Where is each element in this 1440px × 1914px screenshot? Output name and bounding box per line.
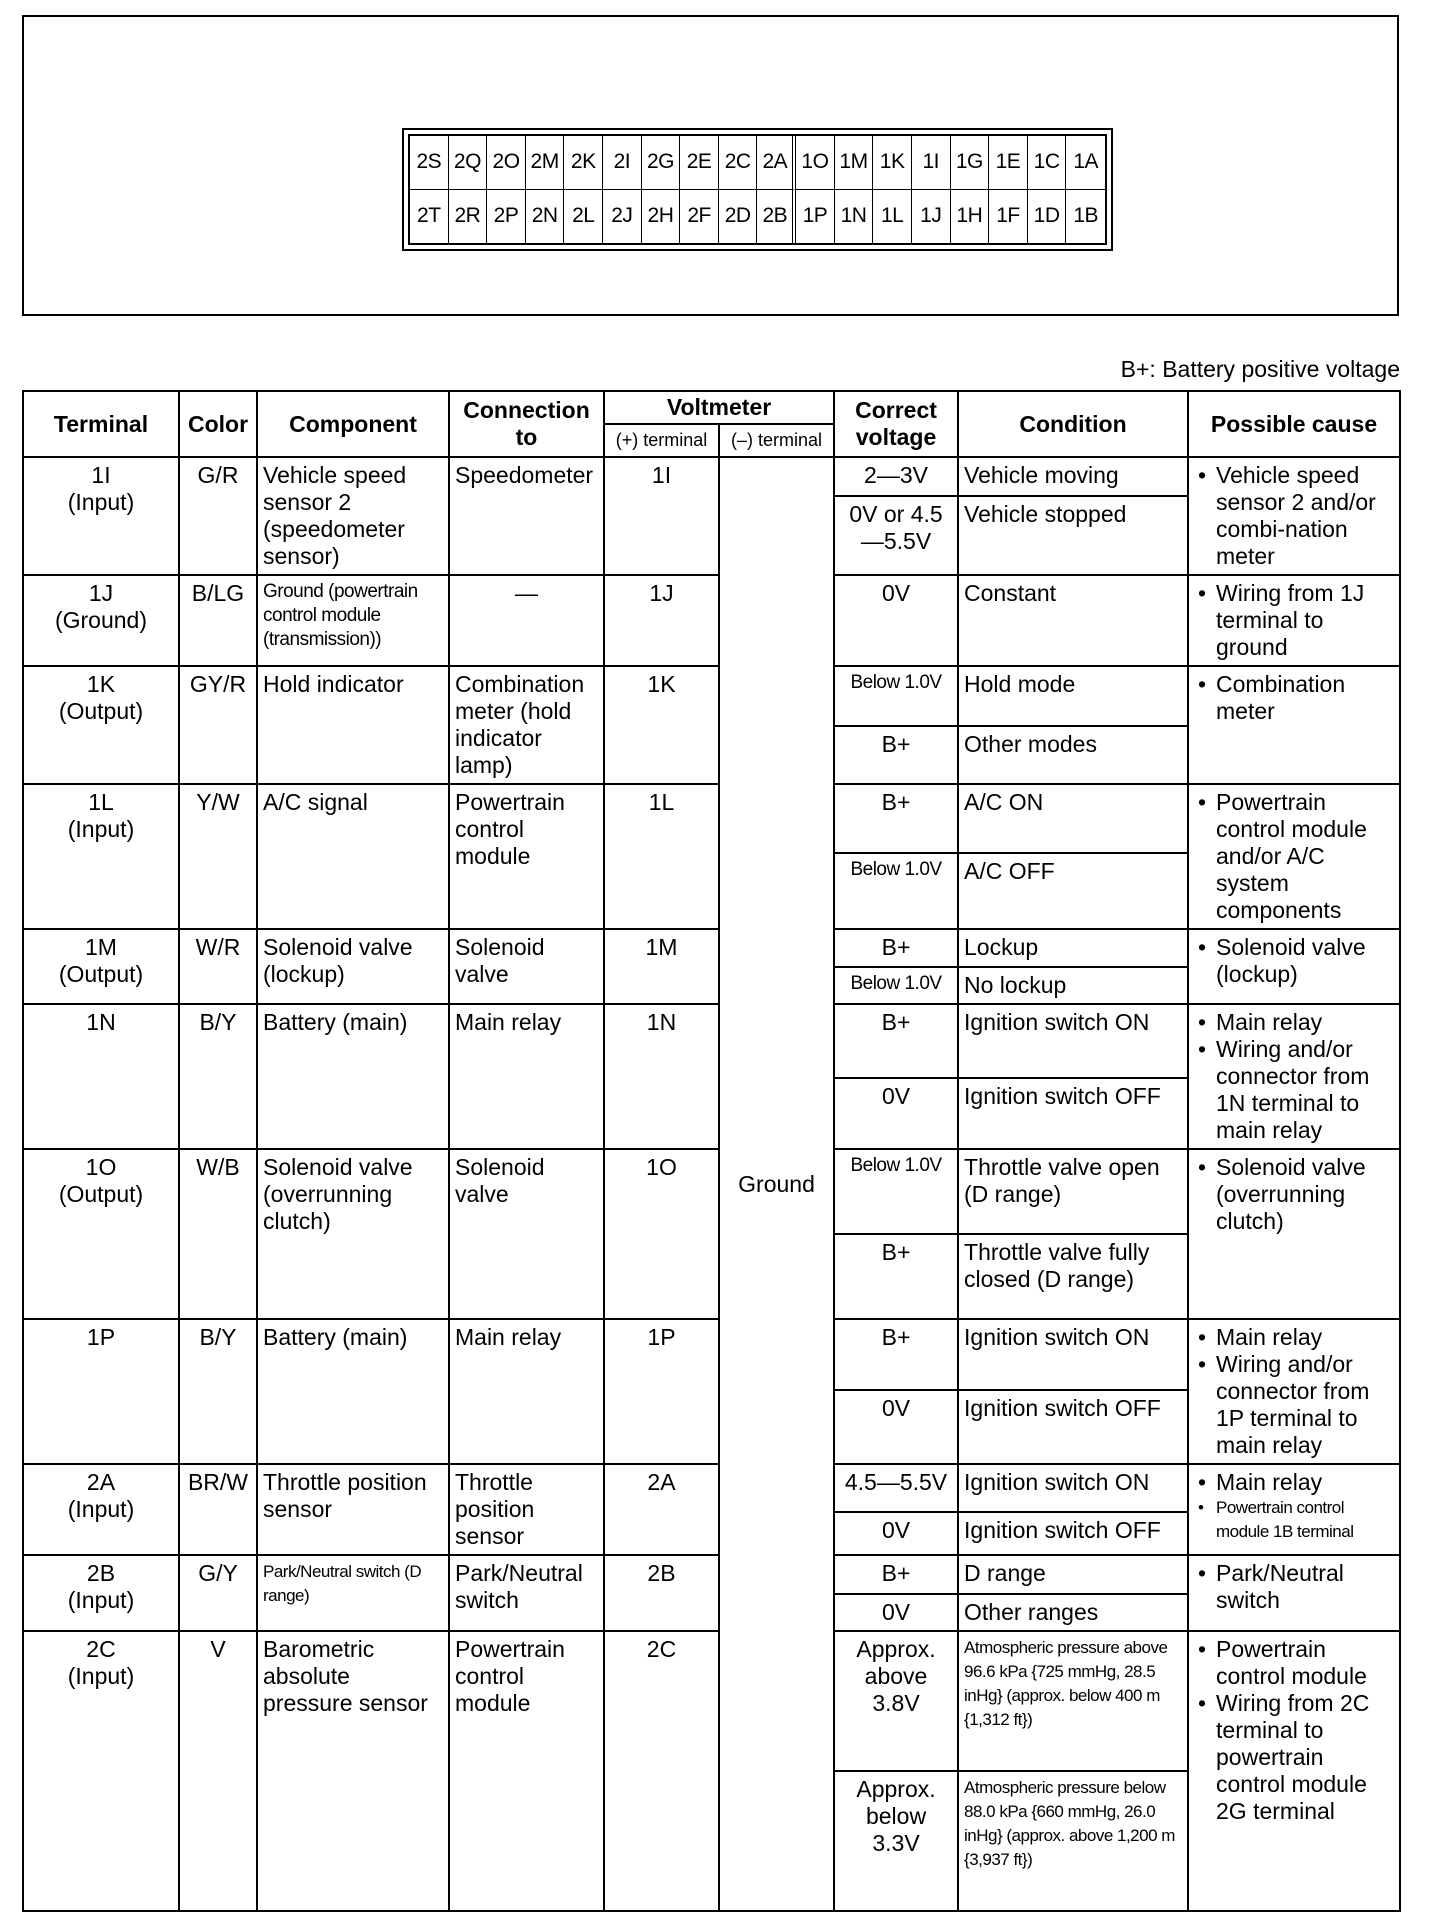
cause-item: • Main relay <box>1194 1324 1394 1351</box>
correct-voltage: Below 1.0V <box>834 666 958 726</box>
component: Barometric absolute pressure sensor <box>257 1631 449 1911</box>
connector-pin: 1D <box>1028 190 1067 244</box>
connection-to: Solenoid valve <box>449 929 604 1004</box>
cause-item: • Main relay <box>1194 1469 1394 1496</box>
header-plus-terminal: (+) terminal <box>604 424 719 457</box>
condition: Constant <box>958 575 1188 666</box>
connector-pin: 1P <box>796 190 835 244</box>
terminal-id: 2A <box>86 1469 116 1495</box>
component: Battery (main) <box>257 1319 449 1464</box>
terminal-cell <box>23 1319 179 1464</box>
terminal-io: (Output) <box>58 961 144 987</box>
component: Throttle position sensor <box>257 1464 449 1555</box>
possible-cause <box>1188 1319 1400 1464</box>
connector-pin: 2C <box>719 136 758 190</box>
correct-voltage: B+ <box>834 784 958 853</box>
header-connection: Connection to <box>449 391 604 457</box>
table-row <box>23 1149 1400 1234</box>
wire-color: B/LG <box>179 575 257 666</box>
connector-pin: 2I <box>603 136 642 190</box>
correct-voltage: B+ <box>834 1004 958 1078</box>
possible-cause <box>1188 666 1400 784</box>
plus-terminal: 1I <box>604 457 719 575</box>
terminal-table <box>22 390 1401 1912</box>
condition: Atmospheric pressure below 88.0 kPa {660 mmHg, 26.0 inHg} (approx. above 1,200 m {3,937 ft}) <box>958 1771 1188 1911</box>
terminal-id: 1J <box>88 580 114 606</box>
connector-pin: 2L <box>564 190 603 244</box>
header-component: Component <box>257 391 449 457</box>
terminal-id: 1K <box>86 671 116 697</box>
terminal-id: 1N <box>86 1009 116 1035</box>
connection-to: Solenoid valve <box>449 1149 604 1319</box>
table-row <box>23 929 1400 967</box>
condition: Ignition switch ON <box>958 1319 1188 1390</box>
cause-item: • Powertrain control module and/or A/C system components <box>1194 789 1394 924</box>
correct-voltage: 0V <box>834 1390 958 1464</box>
terminal-table-body <box>23 457 1400 1911</box>
connector-pin: 2O <box>487 136 526 190</box>
terminal-id: 1M <box>85 934 117 960</box>
terminal-id: 1O <box>85 1154 117 1180</box>
table-row <box>23 1555 1400 1594</box>
connector-pin: 1F <box>989 190 1028 244</box>
connector-pin: 1A <box>1066 136 1105 190</box>
possible-cause <box>1188 457 1400 575</box>
condition: Throttle valve fully closed (D range) <box>958 1234 1188 1319</box>
connection-to: Combination meter (hold indicator lamp) <box>449 666 604 784</box>
terminal-cell <box>23 784 179 929</box>
correct-voltage: Below 1.0V <box>834 1149 958 1234</box>
wire-color: G/Y <box>179 1555 257 1631</box>
terminal-cell <box>23 666 179 784</box>
plus-terminal: 1P <box>604 1319 719 1464</box>
cause-item: • Solenoid valve (overrunning clutch) <box>1194 1154 1394 1235</box>
condition: Ignition switch OFF <box>958 1078 1188 1149</box>
connection-to: Throttle position sensor <box>449 1464 604 1555</box>
correct-voltage: 0V <box>834 1512 958 1555</box>
possible-cause <box>1188 1555 1400 1631</box>
table-row <box>23 575 1400 666</box>
header-possible-cause: Possible cause <box>1188 391 1400 457</box>
condition: No lockup <box>958 967 1188 1004</box>
condition: Lockup <box>958 929 1188 967</box>
cause-item: • Wiring and/or connector from 1N terminal to main relay <box>1194 1036 1394 1144</box>
table-row <box>23 1464 1400 1512</box>
condition: A/C OFF <box>958 853 1188 929</box>
terminal-id: 1I <box>91 462 111 488</box>
terminal-cell <box>23 1149 179 1319</box>
correct-voltage: 0V <box>834 1594 958 1631</box>
connector-pin-grid <box>408 134 1107 245</box>
correct-voltage: 4.5—5.5V <box>834 1464 958 1512</box>
correct-voltage: Approx. above 3.8V <box>834 1631 958 1771</box>
terminal-io: (Input) <box>67 1587 135 1613</box>
component: Ground (powertrain control module (transmission)) <box>257 575 449 666</box>
component: Solenoid valve (lockup) <box>257 929 449 1004</box>
condition: Ignition switch ON <box>958 1004 1188 1078</box>
plus-terminal: 1L <box>604 784 719 929</box>
possible-cause <box>1188 1004 1400 1149</box>
terminal-id: 2C <box>86 1636 116 1662</box>
connector-pin: 1O <box>796 136 835 190</box>
correct-voltage: 2—3V <box>834 457 958 496</box>
connector-pin: 1M <box>835 136 874 190</box>
terminal-id: 2B <box>86 1560 116 1586</box>
terminal-cell <box>23 1464 179 1555</box>
connector-pin: 2S <box>410 136 449 190</box>
condition: Hold mode <box>958 666 1188 726</box>
connector-pin: 2M <box>526 136 565 190</box>
connector-pin: 2D <box>719 190 758 244</box>
connector-pin: 2P <box>487 190 526 244</box>
correct-voltage: 0V <box>834 575 958 666</box>
possible-cause <box>1188 1464 1400 1555</box>
terminal-io: (Input) <box>67 489 135 515</box>
terminal-cell <box>23 1555 179 1631</box>
connector-pin: 2R <box>449 190 488 244</box>
condition: Vehicle moving <box>958 457 1188 496</box>
condition: Throttle valve open (D range) <box>958 1149 1188 1234</box>
terminal-cell <box>23 1631 179 1911</box>
plus-terminal: 1N <box>604 1004 719 1149</box>
cause-item: • Wiring and/or connector from 1P terminal to main relay <box>1194 1351 1394 1459</box>
correct-voltage: Approx. below 3.3V <box>834 1771 958 1911</box>
connector-pin: 2A <box>757 136 796 190</box>
connector-pin: 1G <box>951 136 990 190</box>
wire-color: G/R <box>179 457 257 575</box>
table-row <box>23 1319 1400 1390</box>
correct-voltage: 0V <box>834 1078 958 1149</box>
plus-terminal: 2B <box>604 1555 719 1631</box>
wire-color: V <box>179 1631 257 1911</box>
header-condition: Condition <box>958 391 1188 457</box>
minus-terminal-ground: Ground <box>719 457 834 1911</box>
connector-pin: 2K <box>564 136 603 190</box>
plus-terminal: 1O <box>604 1149 719 1319</box>
connector-outline <box>402 128 1113 251</box>
correct-voltage: B+ <box>834 1319 958 1390</box>
possible-cause <box>1188 1631 1400 1911</box>
possible-cause <box>1188 784 1400 929</box>
connector-pin: 2F <box>680 190 719 244</box>
terminal-io: (Output) <box>58 1181 144 1207</box>
connector-pin: 2B <box>757 190 796 244</box>
header-minus-terminal: (–) terminal <box>719 424 834 457</box>
connection-to: Powertrain control module <box>449 784 604 929</box>
header-color: Color <box>179 391 257 457</box>
connector-pin: 2G <box>642 136 681 190</box>
wire-color: B/Y <box>179 1319 257 1464</box>
terminal-cell <box>23 457 179 575</box>
connector-pin: 1L <box>873 190 912 244</box>
connector-pin: 2J <box>603 190 642 244</box>
plus-terminal: 1M <box>604 929 719 1004</box>
terminal-io: (Ground) <box>54 607 148 633</box>
condition: Atmospheric pressure above 96.6 kPa {725 mmHg, 28.5 inHg} (approx. below 400 m {1,312 ft}) <box>958 1631 1188 1771</box>
condition: A/C ON <box>958 784 1188 853</box>
cause-item: • Vehicle speed sensor 2 and/or combi-nation meter <box>1194 462 1394 570</box>
condition: Other ranges <box>958 1594 1188 1631</box>
possible-cause <box>1188 929 1400 1004</box>
wire-color: W/R <box>179 929 257 1004</box>
correct-voltage: B+ <box>834 929 958 967</box>
connection-to: Park/Neutral switch <box>449 1555 604 1631</box>
connector-pin: 1K <box>873 136 912 190</box>
connector-pin: 1B <box>1073 204 1099 228</box>
connection-to: — <box>449 575 604 666</box>
component: Battery (main) <box>257 1004 449 1149</box>
correct-voltage: B+ <box>834 1234 958 1319</box>
terminal-cell <box>23 575 179 666</box>
connector-pin: 2T <box>410 190 449 244</box>
terminal-io: (Input) <box>67 1496 135 1522</box>
cause-item: • Main relay <box>1194 1009 1394 1036</box>
connector-pin: 1H <box>951 190 990 244</box>
condition: Ignition switch OFF <box>958 1512 1188 1555</box>
cause-item: • Combination meter <box>1194 671 1394 725</box>
connector-pin: 2Q <box>449 136 488 190</box>
voltage-note: B+: Battery positive voltage <box>1120 356 1400 382</box>
terminal-io: (Output) <box>58 698 144 724</box>
connector-pin: 2H <box>642 190 681 244</box>
wire-color: B/Y <box>179 1004 257 1149</box>
table-row <box>23 1004 1400 1078</box>
component: Hold indicator <box>257 666 449 784</box>
component: Solenoid valve (overrunning clutch) <box>257 1149 449 1319</box>
terminal-io: (Input) <box>67 816 135 842</box>
component: Park/Neutral switch (D range) <box>257 1555 449 1631</box>
table-row <box>23 666 1400 726</box>
cause-item: • Solenoid valve (lockup) <box>1194 934 1394 988</box>
header-correct-voltage: Correct voltage <box>834 391 958 457</box>
cause-item: • Wiring from 2C terminal to powertrain control module 2G terminal <box>1194 1690 1394 1825</box>
terminal-io: (Input) <box>67 1663 135 1689</box>
possible-cause <box>1188 575 1400 666</box>
wire-color: BR/W <box>179 1464 257 1555</box>
connection-to: Main relay <box>449 1319 604 1464</box>
condition: D range <box>958 1555 1188 1594</box>
connector-diagram-box <box>22 15 1399 316</box>
connector-pin: 2N <box>526 190 565 244</box>
correct-voltage: Below 1.0V <box>834 853 958 929</box>
wire-color: Y/W <box>179 784 257 929</box>
plus-terminal: 2A <box>604 1464 719 1555</box>
connection-to: Speedometer <box>449 457 604 575</box>
condition: Ignition switch ON <box>958 1464 1188 1512</box>
condition: Vehicle stopped <box>958 496 1188 575</box>
header-terminal: Terminal <box>23 391 179 457</box>
cause-item: • Wiring from 1J terminal to ground <box>1194 580 1394 661</box>
connector-pin: 1J <box>912 190 951 244</box>
connection-to: Powertrain control module <box>449 1631 604 1911</box>
terminal-id: 1L <box>88 789 114 815</box>
possible-cause <box>1188 1149 1400 1319</box>
correct-voltage: B+ <box>834 726 958 784</box>
wire-color: W/B <box>179 1149 257 1319</box>
component: Vehicle speed sensor 2 (speedometer sensor) <box>257 457 449 575</box>
plus-terminal: 1J <box>604 575 719 666</box>
table-row <box>23 1631 1400 1771</box>
plus-terminal: 2C <box>604 1631 719 1911</box>
wire-color: GY/R <box>179 666 257 784</box>
cause-item: • Park/Neutral switch <box>1194 1560 1394 1614</box>
header-voltmeter: Voltmeter <box>604 391 834 424</box>
terminal-cell <box>23 1004 179 1149</box>
condition: Other modes <box>958 726 1188 784</box>
connector-pin: 2E <box>680 136 719 190</box>
cause-item: • Powertrain control module <box>1194 1636 1394 1690</box>
connector-pin: 1E <box>989 136 1028 190</box>
connector-pin: 1C <box>1028 136 1067 190</box>
component: A/C signal <box>257 784 449 929</box>
correct-voltage: 0V or 4.5—5.5V <box>834 496 958 575</box>
plus-terminal: 1K <box>604 666 719 784</box>
table-row <box>23 784 1400 853</box>
correct-voltage: B+ <box>834 1555 958 1594</box>
table-row <box>23 457 1400 496</box>
terminal-cell <box>23 929 179 1004</box>
connection-to: Main relay <box>449 1004 604 1149</box>
connector-pin: 1I <box>912 136 951 190</box>
correct-voltage: Below 1.0V <box>834 967 958 1004</box>
connector-pin: 1N <box>835 190 874 244</box>
condition: Ignition switch OFF <box>958 1390 1188 1464</box>
cause-item: • Powertrain control module 1B terminal <box>1194 1496 1394 1544</box>
terminal-id: 1P <box>86 1324 116 1350</box>
